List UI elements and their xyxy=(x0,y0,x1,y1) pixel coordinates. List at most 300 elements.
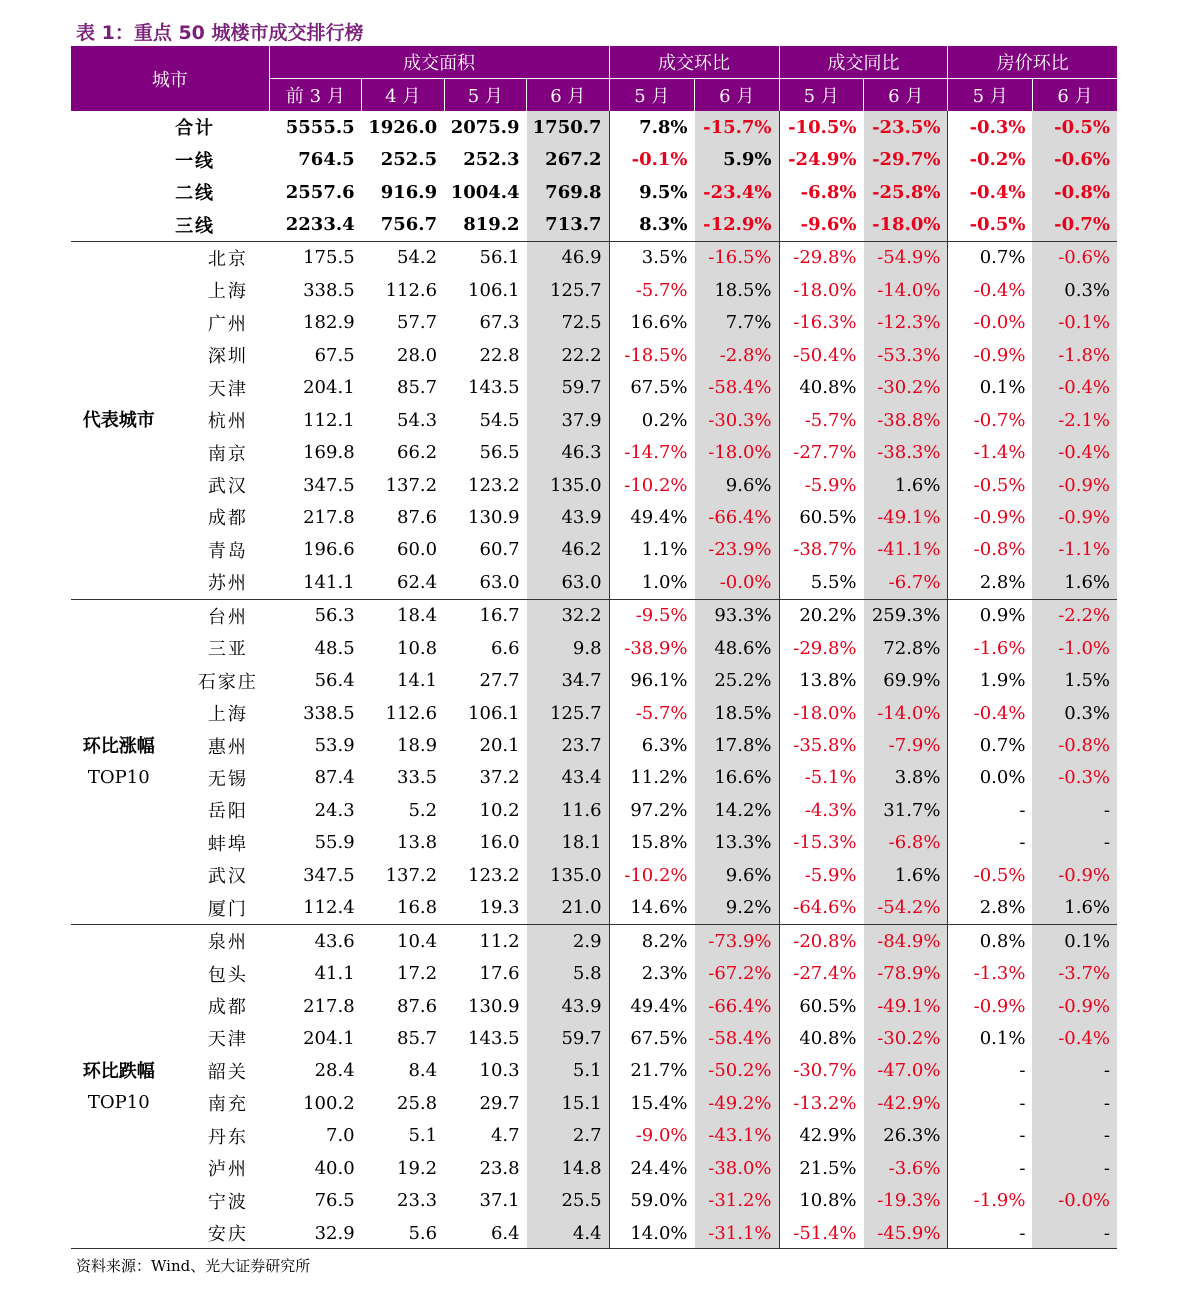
table-cell: -0.5% xyxy=(973,864,1026,886)
table-cell: -18.0% xyxy=(864,208,948,241)
table-cell: 59.0% xyxy=(630,1190,688,1212)
table-cell: 13.8% xyxy=(799,670,857,692)
table-cell: -0.4% xyxy=(1032,372,1117,404)
table-cell: 8.2% xyxy=(609,924,694,957)
table-row xyxy=(71,469,1117,501)
table-cell: 49.4% xyxy=(630,995,688,1017)
table-cell: -16.3% xyxy=(793,312,857,334)
table-cell: -0.0% xyxy=(1032,1184,1117,1216)
table-cell: 54.3 xyxy=(397,409,438,431)
table-cell: 130.9 xyxy=(468,506,520,528)
table-cell: 0.8% xyxy=(948,924,1032,957)
table-cell: -2.2% xyxy=(1032,599,1117,632)
table-cell: 252.3 xyxy=(463,149,520,171)
city-name: 苏州 xyxy=(207,573,248,595)
table-cell: -0.6% xyxy=(1032,143,1117,175)
table-cell: 23.3 xyxy=(397,1190,438,1212)
table-cell: 9.6% xyxy=(695,469,779,501)
city-name: 泸州 xyxy=(207,1159,248,1181)
table-cell: - xyxy=(1032,1152,1117,1184)
table-cell: 713.7 xyxy=(527,208,609,241)
table-cell: - xyxy=(1032,794,1117,826)
table-cell: -19.3% xyxy=(864,1184,948,1216)
table-cell: -23.9% xyxy=(695,534,779,566)
table-cell: -0.8% xyxy=(1032,176,1117,208)
table-cell: 19.3 xyxy=(479,897,520,919)
table-cell: 63.0 xyxy=(527,566,609,599)
table-cell: 40.0 xyxy=(314,1157,355,1179)
table-cell: -5.9% xyxy=(804,474,857,496)
table-cell: -3.6% xyxy=(864,1152,948,1184)
table-cell: 96.1% xyxy=(630,670,688,692)
table-cell: 217.8 xyxy=(303,995,355,1017)
header-sub: 5 月 xyxy=(779,79,863,112)
table-cell: -45.9% xyxy=(864,1217,948,1249)
header-group-price: 房价环比 xyxy=(948,46,1117,79)
table-cell: 54.2 xyxy=(362,241,444,274)
table-cell: -9.5% xyxy=(609,599,694,632)
city-name: 三亚 xyxy=(207,639,248,661)
table-cell: 56.5 xyxy=(479,442,520,464)
table-cell: 40.8% xyxy=(799,377,857,399)
table-cell: -66.4% xyxy=(695,501,779,533)
table-cell: 9.8 xyxy=(527,632,609,664)
city-name: 泉州 xyxy=(167,924,270,957)
table-cell: 29.7 xyxy=(479,1092,520,1114)
total-row xyxy=(71,176,1117,208)
table-cell: 31.7% xyxy=(864,794,948,826)
table-cell: 0.3% xyxy=(1032,274,1117,306)
table-cell: 204.1 xyxy=(303,377,355,399)
group-label-line1: 环比跌幅 xyxy=(82,1061,155,1083)
table-cell: 32.9 xyxy=(314,1222,355,1244)
city-name: 台州 xyxy=(167,599,270,632)
table-cell: 0.1% xyxy=(979,377,1026,399)
table-cell: 14.8 xyxy=(527,1152,609,1184)
table-row xyxy=(71,1087,1117,1119)
table-cell: -18.0% xyxy=(793,279,857,301)
table-cell: 21.5% xyxy=(799,1157,857,1179)
table-cell: 43.4 xyxy=(527,762,609,794)
table-cell: 14.6% xyxy=(630,897,688,919)
header-sub: 前 3 月 xyxy=(269,79,362,112)
table-cell: -49.1% xyxy=(864,990,948,1022)
table-cell: -0.4% xyxy=(969,181,1026,203)
table-cell: 25.2% xyxy=(695,664,779,696)
table-cell: 10.8% xyxy=(799,1190,857,1212)
table-cell: -0.9% xyxy=(1032,859,1117,891)
table-cell: -3.7% xyxy=(1032,957,1117,989)
table-cell: 8.4 xyxy=(408,1060,438,1082)
table-cell: -18.5% xyxy=(624,344,688,366)
table-cell: 1.5% xyxy=(1032,664,1117,696)
city-name: 深圳 xyxy=(207,346,248,368)
table-cell: -0.2% xyxy=(969,149,1026,171)
table-cell: -15.3% xyxy=(793,832,857,854)
table-cell: 16.8 xyxy=(397,897,438,919)
table-cell: 9.6% xyxy=(695,859,779,891)
table-cell: 18.5% xyxy=(695,274,779,306)
table-row xyxy=(71,990,1117,1022)
row-label: 一线 xyxy=(175,150,216,172)
group-label xyxy=(71,241,167,599)
table-cell: 5.8 xyxy=(527,957,609,989)
table-cell: 34.7 xyxy=(527,664,609,696)
table-cell: -9.6% xyxy=(800,214,857,236)
table-cell: 1.6% xyxy=(864,859,948,891)
table-cell: 24.4% xyxy=(630,1157,688,1179)
table-cell: -16.5% xyxy=(695,241,779,274)
table-cell: 53.9 xyxy=(314,735,355,757)
table-cell: 54.5 xyxy=(479,409,520,431)
table-cell: 27.7 xyxy=(479,670,520,692)
header-sub: 5 月 xyxy=(444,79,526,112)
table-cell: 204.1 xyxy=(303,1027,355,1049)
table-cell: -1.1% xyxy=(1032,534,1117,566)
table-cell: -29.7% xyxy=(864,143,948,175)
table-cell: 3.5% xyxy=(609,241,694,274)
table-cell: -9.0% xyxy=(635,1125,688,1147)
table-cell: 37.2 xyxy=(479,767,520,789)
table-cell: 338.5 xyxy=(303,702,355,724)
table-cell: 13.3% xyxy=(695,827,779,859)
table-cell: -30.7% xyxy=(793,1060,857,1082)
table-cell: 85.7 xyxy=(397,1027,438,1049)
table-cell: - xyxy=(1032,827,1117,859)
city-name: 石家庄 xyxy=(197,671,258,693)
table-cell: 135.0 xyxy=(527,859,609,891)
table-cell: -0.5% xyxy=(969,214,1026,236)
header-sub: 4 月 xyxy=(362,79,444,112)
table-cell: -50.4% xyxy=(793,344,857,366)
table-cell: -0.1% xyxy=(1032,307,1117,339)
table-row xyxy=(71,566,1117,599)
table-cell: 819.2 xyxy=(463,214,520,236)
table-cell: 60.5% xyxy=(799,506,857,528)
table-cell: -6.8% xyxy=(800,181,857,203)
table-cell: 4.4 xyxy=(527,1217,609,1249)
table-cell: 10.3 xyxy=(479,1060,520,1082)
table-cell: 16.6% xyxy=(695,762,779,794)
table-cell: 100.2 xyxy=(303,1092,355,1114)
row-label: 合计 xyxy=(175,118,216,140)
city-name: 安庆 xyxy=(207,1224,248,1246)
table-cell: 14.0% xyxy=(630,1222,688,1244)
table-cell: 22.8 xyxy=(479,344,520,366)
row-label: 二线 xyxy=(175,183,216,205)
table-cell: 10.8 xyxy=(397,637,438,659)
table-cell: -0.9% xyxy=(1032,469,1117,501)
table-cell: -58.4% xyxy=(695,1022,779,1054)
table-cell: -10.5% xyxy=(788,116,857,138)
table-cell: 112.6 xyxy=(385,279,438,301)
table-cell: 6.4 xyxy=(490,1222,520,1244)
header-sub: 6 月 xyxy=(864,79,948,112)
table-cell: -5.7% xyxy=(804,409,857,431)
table-cell: 11.2% xyxy=(630,767,688,789)
table-cell: 56.4 xyxy=(314,670,355,692)
table-cell: 14.2% xyxy=(695,794,779,826)
table-cell: 10.4 xyxy=(362,924,444,957)
table-cell: -0.5% xyxy=(973,474,1026,496)
table-cell: 41.1 xyxy=(314,963,355,985)
table-cell: 1.6% xyxy=(1032,892,1117,925)
table-cell: -0.7% xyxy=(1032,208,1117,241)
table-cell: 2233.4 xyxy=(285,214,355,236)
table-cell: 5.2 xyxy=(408,799,438,821)
table-cell: -0.9% xyxy=(973,506,1026,528)
table-cell: 1004.4 xyxy=(450,181,520,203)
table-cell: -43.1% xyxy=(695,1120,779,1152)
table-row xyxy=(71,404,1117,436)
table-cell: 16.6% xyxy=(630,312,688,334)
table-cell: 49.4% xyxy=(630,506,688,528)
table-title: 表 1：重点 50 城楼市成交排行榜 xyxy=(76,22,364,44)
table-cell: -13.2% xyxy=(793,1092,857,1114)
table-cell: -0.9% xyxy=(973,995,1026,1017)
total-row xyxy=(71,143,1117,175)
table-cell: 16.0 xyxy=(479,832,520,854)
table-cell: 37.9 xyxy=(527,404,609,436)
table-cell: 17.2 xyxy=(397,963,438,985)
table-cell: 42.9% xyxy=(799,1125,857,1147)
table-cell: -38.8% xyxy=(864,404,948,436)
table-cell: -30.3% xyxy=(695,404,779,436)
table-cell: 0.7% xyxy=(948,241,1032,274)
table-cell: 112.1 xyxy=(303,409,355,431)
table-cell: 93.3% xyxy=(695,599,779,632)
table-cell: 125.7 xyxy=(527,697,609,729)
table-cell: 1.0% xyxy=(641,571,688,593)
city-name: 武汉 xyxy=(207,866,248,888)
table-cell: -1.6% xyxy=(973,637,1026,659)
table-cell: 196.6 xyxy=(303,539,355,561)
table-cell: 11.6 xyxy=(527,794,609,826)
table-cell: -58.4% xyxy=(695,372,779,404)
city-name: 包头 xyxy=(207,964,248,986)
table-cell: -1.0% xyxy=(1032,632,1117,664)
table-cell: 916.9 xyxy=(380,181,438,203)
table-cell: 2075.9 xyxy=(450,116,520,138)
table-cell: -15.7% xyxy=(695,111,779,143)
table-cell: -27.4% xyxy=(793,963,857,985)
table-cell: - xyxy=(1019,1157,1026,1179)
header-sub: 6 月 xyxy=(1032,79,1117,112)
table-cell: 43.6 xyxy=(269,924,362,957)
table-cell: 55.9 xyxy=(314,832,355,854)
table-cell: 23.7 xyxy=(527,729,609,761)
table-cell: -78.9% xyxy=(864,957,948,989)
row-label: 三线 xyxy=(175,215,216,237)
city-name: 南充 xyxy=(207,1094,248,1116)
header-group-area: 成交面积 xyxy=(269,46,609,79)
table-cell: 60.5% xyxy=(799,995,857,1017)
table-body xyxy=(71,111,1117,1249)
table-cell: 20.2% xyxy=(779,599,863,632)
table-cell: -38.0% xyxy=(695,1152,779,1184)
table-cell: -38.9% xyxy=(624,637,688,659)
table-cell: 112.6 xyxy=(385,702,438,724)
table-cell: 60.7 xyxy=(479,539,520,561)
table-cell: -0.7% xyxy=(973,409,1026,431)
table-cell: 137.2 xyxy=(385,864,438,886)
table-cell: -0.3% xyxy=(1032,762,1117,794)
table-cell: 0.1% xyxy=(979,1027,1026,1049)
table-row xyxy=(71,339,1117,371)
table-cell: 135.0 xyxy=(527,469,609,501)
table-cell: 6.6 xyxy=(490,637,520,659)
table-row xyxy=(71,892,1117,925)
table-cell: 57.7 xyxy=(397,312,438,334)
source-note: 资料来源：Wind、光大证券研究所 xyxy=(76,1257,311,1275)
table-cell: - xyxy=(1019,1060,1026,1082)
table-cell: -1.3% xyxy=(973,963,1026,985)
table-cell: 7.0 xyxy=(326,1125,355,1147)
city-name: 成都 xyxy=(207,997,248,1019)
city-name: 蚌埠 xyxy=(207,833,248,855)
table-cell: -51.4% xyxy=(793,1222,857,1244)
city-name: 丹东 xyxy=(207,1126,248,1148)
table-cell: -0.4% xyxy=(973,279,1026,301)
table-cell: 0.3% xyxy=(1032,697,1117,729)
city-name: 杭州 xyxy=(207,411,248,433)
table-cell: - xyxy=(1032,1055,1117,1087)
table-cell: - xyxy=(1019,1125,1026,1147)
group-label xyxy=(71,924,167,1249)
table-row xyxy=(71,307,1117,339)
table-cell: 24.3 xyxy=(314,799,355,821)
table-cell: - xyxy=(1019,1222,1026,1244)
table-cell: -67.2% xyxy=(695,957,779,989)
table-cell: -14.7% xyxy=(624,442,688,464)
table-cell: -0.6% xyxy=(1032,241,1117,274)
table-cell: 0.2% xyxy=(641,409,688,431)
table-cell: 5.9% xyxy=(695,143,779,175)
table-row xyxy=(71,501,1117,533)
city-name: 武汉 xyxy=(207,476,248,498)
header-sub: 6 月 xyxy=(527,79,609,112)
city-name: 南京 xyxy=(207,443,248,465)
table-cell: 69.9% xyxy=(864,664,948,696)
city-name: 上海 xyxy=(207,281,248,303)
group-label xyxy=(71,599,167,924)
table-cell: 43.9 xyxy=(527,501,609,533)
table-cell: -23.4% xyxy=(695,176,779,208)
table-cell: -14.0% xyxy=(864,697,948,729)
table-cell: 130.9 xyxy=(468,995,520,1017)
table-cell: 13.8 xyxy=(397,832,438,854)
table-cell: -24.9% xyxy=(788,149,857,171)
table-cell: -6.7% xyxy=(864,566,948,599)
table-cell: 32.2 xyxy=(527,599,609,632)
table-row xyxy=(71,957,1117,989)
table-cell: 67.5 xyxy=(314,344,355,366)
city-name: 上海 xyxy=(207,704,248,726)
header-sub: 5 月 xyxy=(948,79,1032,112)
table-cell: -0.4% xyxy=(1032,1022,1117,1054)
table-cell: 19.2 xyxy=(397,1157,438,1179)
table-cell: -30.2% xyxy=(864,1022,948,1054)
table-cell: -0.0% xyxy=(695,566,779,599)
header-city: 城市 xyxy=(71,46,269,111)
table-row xyxy=(71,762,1117,794)
table-cell: 33.5 xyxy=(397,767,438,789)
table-cell: -23.5% xyxy=(864,111,948,143)
table-cell: 217.8 xyxy=(303,506,355,528)
table-cell: -10.2% xyxy=(624,864,688,886)
table-row xyxy=(71,241,1117,274)
table-cell: -31.2% xyxy=(695,1184,779,1216)
table-cell: 137.2 xyxy=(385,474,438,496)
city-name: 青岛 xyxy=(207,540,248,562)
header-sub: 6 月 xyxy=(695,79,779,112)
table-cell: -54.9% xyxy=(864,241,948,274)
table-cell: 43.9 xyxy=(527,990,609,1022)
table-cell: 6.3% xyxy=(641,735,688,757)
table-cell: 18.9 xyxy=(397,735,438,757)
table-cell: 16.7 xyxy=(444,599,526,632)
table-cell: 87.6 xyxy=(397,506,438,528)
table-cell: 7.8% xyxy=(639,116,688,138)
table-cell: -6.8% xyxy=(864,827,948,859)
table-row xyxy=(71,1022,1117,1054)
city-name: 宁波 xyxy=(207,1191,248,1213)
table-cell: 2.8% xyxy=(979,571,1026,593)
city-name: 韶关 xyxy=(207,1061,248,1083)
table-row xyxy=(71,664,1117,696)
table-cell: 56.1 xyxy=(444,241,526,274)
table-cell: 15.8% xyxy=(630,832,688,854)
table-cell: 22.2 xyxy=(527,339,609,371)
table-cell: 21.7% xyxy=(630,1060,688,1082)
ranking-table xyxy=(71,46,1117,1249)
city-name: 广州 xyxy=(207,313,248,335)
table-cell: 338.5 xyxy=(303,279,355,301)
table-cell: -20.8% xyxy=(779,924,863,957)
table-cell: -38.3% xyxy=(864,436,948,468)
table-row xyxy=(71,1184,1117,1216)
table-cell: 85.7 xyxy=(397,377,438,399)
group-label-line1: 代表城市 xyxy=(82,409,155,431)
table-cell: 2557.6 xyxy=(285,181,355,203)
table-cell: 7.7% xyxy=(695,307,779,339)
table-cell: 26.3% xyxy=(864,1120,948,1152)
table-cell: 0.1% xyxy=(1032,924,1117,957)
table-cell: -0.4% xyxy=(1032,436,1117,468)
table-row xyxy=(71,632,1117,664)
table-cell: 5.1 xyxy=(527,1055,609,1087)
table-cell: 18.4 xyxy=(362,599,444,632)
city-name: 成都 xyxy=(207,508,248,530)
table-cell: -0.0% xyxy=(973,312,1026,334)
table-cell: 76.5 xyxy=(314,1190,355,1212)
table-cell: 2.9 xyxy=(527,924,609,957)
table-cell: -31.1% xyxy=(695,1217,779,1249)
header-group-yoy: 成交同比 xyxy=(779,46,948,79)
city-name: 无锡 xyxy=(207,768,248,790)
table-cell: -0.5% xyxy=(1032,111,1117,143)
table-cell: 28.0 xyxy=(397,344,438,366)
table-cell: -0.1% xyxy=(631,149,688,171)
table-cell: 267.2 xyxy=(527,143,609,175)
table-cell: - xyxy=(1019,1092,1026,1114)
table-cell: 769.8 xyxy=(527,176,609,208)
table-cell: 347.5 xyxy=(303,474,355,496)
table-row xyxy=(71,827,1117,859)
table-cell: 15.4% xyxy=(630,1092,688,1114)
table-cell: 8.3% xyxy=(639,214,688,236)
table-cell: 48.6% xyxy=(695,632,779,664)
